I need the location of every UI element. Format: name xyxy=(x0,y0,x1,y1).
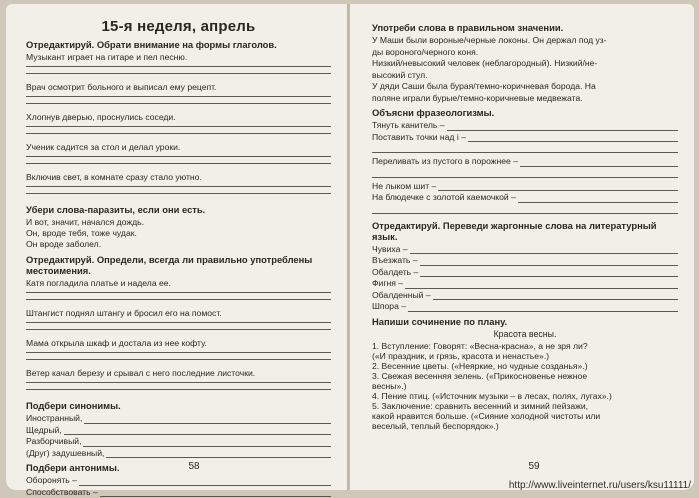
fill-label: Обалдеть – xyxy=(372,266,419,277)
task-heading: Отредактируй. Переведи жаргонные слова на литературный язык. xyxy=(372,219,657,242)
fill-label: Въезжать – xyxy=(372,255,418,265)
answer-blank xyxy=(518,194,678,203)
exercise-line: Катя погладила платье и надела ее. xyxy=(26,278,331,293)
page-title: 15-я неделя, апрель xyxy=(101,18,256,35)
exercise-line: Штангист поднял штангу и бросил его на помост. xyxy=(26,308,331,323)
fill-label: Разборчивый, xyxy=(26,436,82,446)
task-heading: Убери слова-паразиты, если они есть. xyxy=(26,204,206,215)
essay-plan-item xyxy=(372,371,678,391)
answer-blank xyxy=(410,245,678,254)
exercise-line: Хлопнув дверью, проснулись соседи. xyxy=(26,112,331,127)
answer-rule xyxy=(372,204,678,214)
fill-label: Шпора – xyxy=(372,301,407,311)
fill-line xyxy=(26,425,331,436)
answer-blank xyxy=(438,182,678,191)
essay-plan-line: веселый, теплый беспорядок».) xyxy=(372,420,499,431)
text-line: Он, вроде тебя, тоже чудак. xyxy=(26,228,137,238)
essay-plan-line: 2. Весенние цветы. («Неяркие, но чудные созданья».) xyxy=(372,360,588,371)
exercise-line: Врач осмотрит больного и выписал ему рецепт. xyxy=(26,82,331,97)
fill-line xyxy=(26,448,331,459)
text-line: ды вороного/черного коня. xyxy=(372,46,479,57)
answer-blank xyxy=(447,122,678,131)
fill-line xyxy=(26,436,331,447)
page-number: 58 xyxy=(188,461,200,472)
text-line: высокий стул. xyxy=(372,69,428,80)
fill-label: Не лыком шит – xyxy=(372,180,437,191)
watermark-url: http://www.liveinternet.ru/users/ksu11111/ xyxy=(508,480,691,491)
task-heading: Подбери синонимы. xyxy=(26,400,121,411)
exercise-line: Музыкант играет на гитаре и пел песню. xyxy=(26,52,331,67)
fill-line xyxy=(372,181,678,192)
fill-line xyxy=(26,487,331,498)
essay-plan-line: 4. Пение птиц. («Источник музыки – в лесах, полях, лугах».) xyxy=(372,390,612,401)
answer-blank xyxy=(79,477,331,486)
answer-blank xyxy=(520,158,678,167)
essay-plan-line: весны».) xyxy=(372,380,407,391)
fill-label: Иностранный, xyxy=(26,413,83,423)
essay-plan-line: 3. Свежая весенняя зелень. («Прикосновенье нежное xyxy=(372,370,588,381)
task-heading: Употреби слова в правильном значении. xyxy=(372,22,564,33)
answer-blank xyxy=(408,303,678,312)
answer-blank xyxy=(100,488,331,497)
fill-line xyxy=(26,413,331,424)
task-heading: Объясни фразеологизмы. xyxy=(372,107,495,118)
right-page xyxy=(350,4,694,490)
answer-blank xyxy=(433,291,678,300)
fill-line xyxy=(372,156,678,167)
answer-blank xyxy=(106,449,331,458)
answer-blank xyxy=(405,280,678,289)
task-heading: Отредактируй. Обрати внимание на формы глаголов. xyxy=(26,39,277,50)
essay-plan-item xyxy=(372,361,678,371)
essay-plan-line: 5. Заключение: сравнить весенний и зимний пейзажи, xyxy=(372,400,589,411)
essay-plan-line: какой нравится больше. («Сияние холодной чистоты или xyxy=(372,410,601,421)
text-line: Он вроде заболел. xyxy=(26,239,102,249)
fill-label: Оборонять – xyxy=(26,475,77,485)
exercise-line: Мама открыла шкаф и достала из нее кофту. xyxy=(26,338,331,353)
right-column xyxy=(372,18,678,431)
left-page xyxy=(6,4,347,497)
task-heading: Отредактируй. Определи, всегда ли правильно употреблены местоимения. xyxy=(26,254,313,276)
essay-plan-item xyxy=(372,391,678,401)
fill-line xyxy=(372,255,678,266)
left-column xyxy=(26,18,331,498)
fill-label: (Друг) задушевный, xyxy=(26,447,105,458)
text-line: И вот, значит, начался дождь. xyxy=(26,217,144,227)
fill-line xyxy=(372,278,678,289)
answer-blank xyxy=(84,415,331,424)
exercise-line: Ученик садится за стол и делал уроки. xyxy=(26,142,331,157)
fill-line xyxy=(372,132,678,143)
text-line: У Маши были вороные/черные локоны. Он держал под уз- xyxy=(372,35,607,45)
fill-line xyxy=(26,475,331,486)
answer-blank xyxy=(83,438,331,447)
exercise-line: Включив свет, в комнате сразу стало уютно. xyxy=(26,172,331,187)
fill-label: Способствовать – xyxy=(26,486,98,497)
answer-rule xyxy=(372,168,678,178)
page-number: 59 xyxy=(528,461,540,472)
essay-plan-line: 1. Вступление: Говорят: «Весна-красна», а не зря ли? xyxy=(372,340,588,351)
answer-blank xyxy=(64,426,331,435)
essay-plan-item xyxy=(372,401,678,431)
task-heading: Подбери антонимы. xyxy=(26,462,120,473)
fill-line xyxy=(372,120,678,131)
answer-blank xyxy=(420,268,678,277)
fill-line xyxy=(372,290,678,301)
fill-label: Поставить точки над i – xyxy=(372,131,466,142)
answer-blank xyxy=(468,133,678,142)
fill-label: Обалденный – xyxy=(372,289,431,300)
text-line: поляне играли бурые/темно-коричневые медвежата. xyxy=(372,92,583,103)
fill-line xyxy=(372,192,678,203)
fill-line xyxy=(372,244,678,255)
essay-plan-line: («И праздник, и грязь, красота и ненастье».) xyxy=(372,350,550,361)
fill-label: Чувиха – xyxy=(372,243,408,254)
answer-blank xyxy=(420,257,678,266)
task-heading: Напиши сочинение по плану. xyxy=(372,315,508,327)
fill-label: Переливать из пустого в порожнее – xyxy=(372,156,518,166)
fill-label: Фигня – xyxy=(372,278,404,288)
exercise-line: Ветер качал березу и срывал с него последние листочки. xyxy=(26,368,331,383)
fill-label: На блюдечке с золотой каемочкой – xyxy=(372,192,516,202)
fill-label: Тянуть канитель – xyxy=(372,120,445,130)
text-line: Низкий/невысокий человек (неблагородный). Низкий/не- xyxy=(372,58,598,68)
fill-line xyxy=(372,301,678,312)
fill-label: Щедрый, xyxy=(26,424,62,435)
answer-rule xyxy=(372,143,678,153)
essay-title: Красота весны. xyxy=(493,328,557,339)
essay-plan-item xyxy=(372,341,678,361)
fill-line xyxy=(372,267,678,278)
text-line: У дяди Саши была бурая/темно-коричневая борода. На xyxy=(372,81,596,91)
